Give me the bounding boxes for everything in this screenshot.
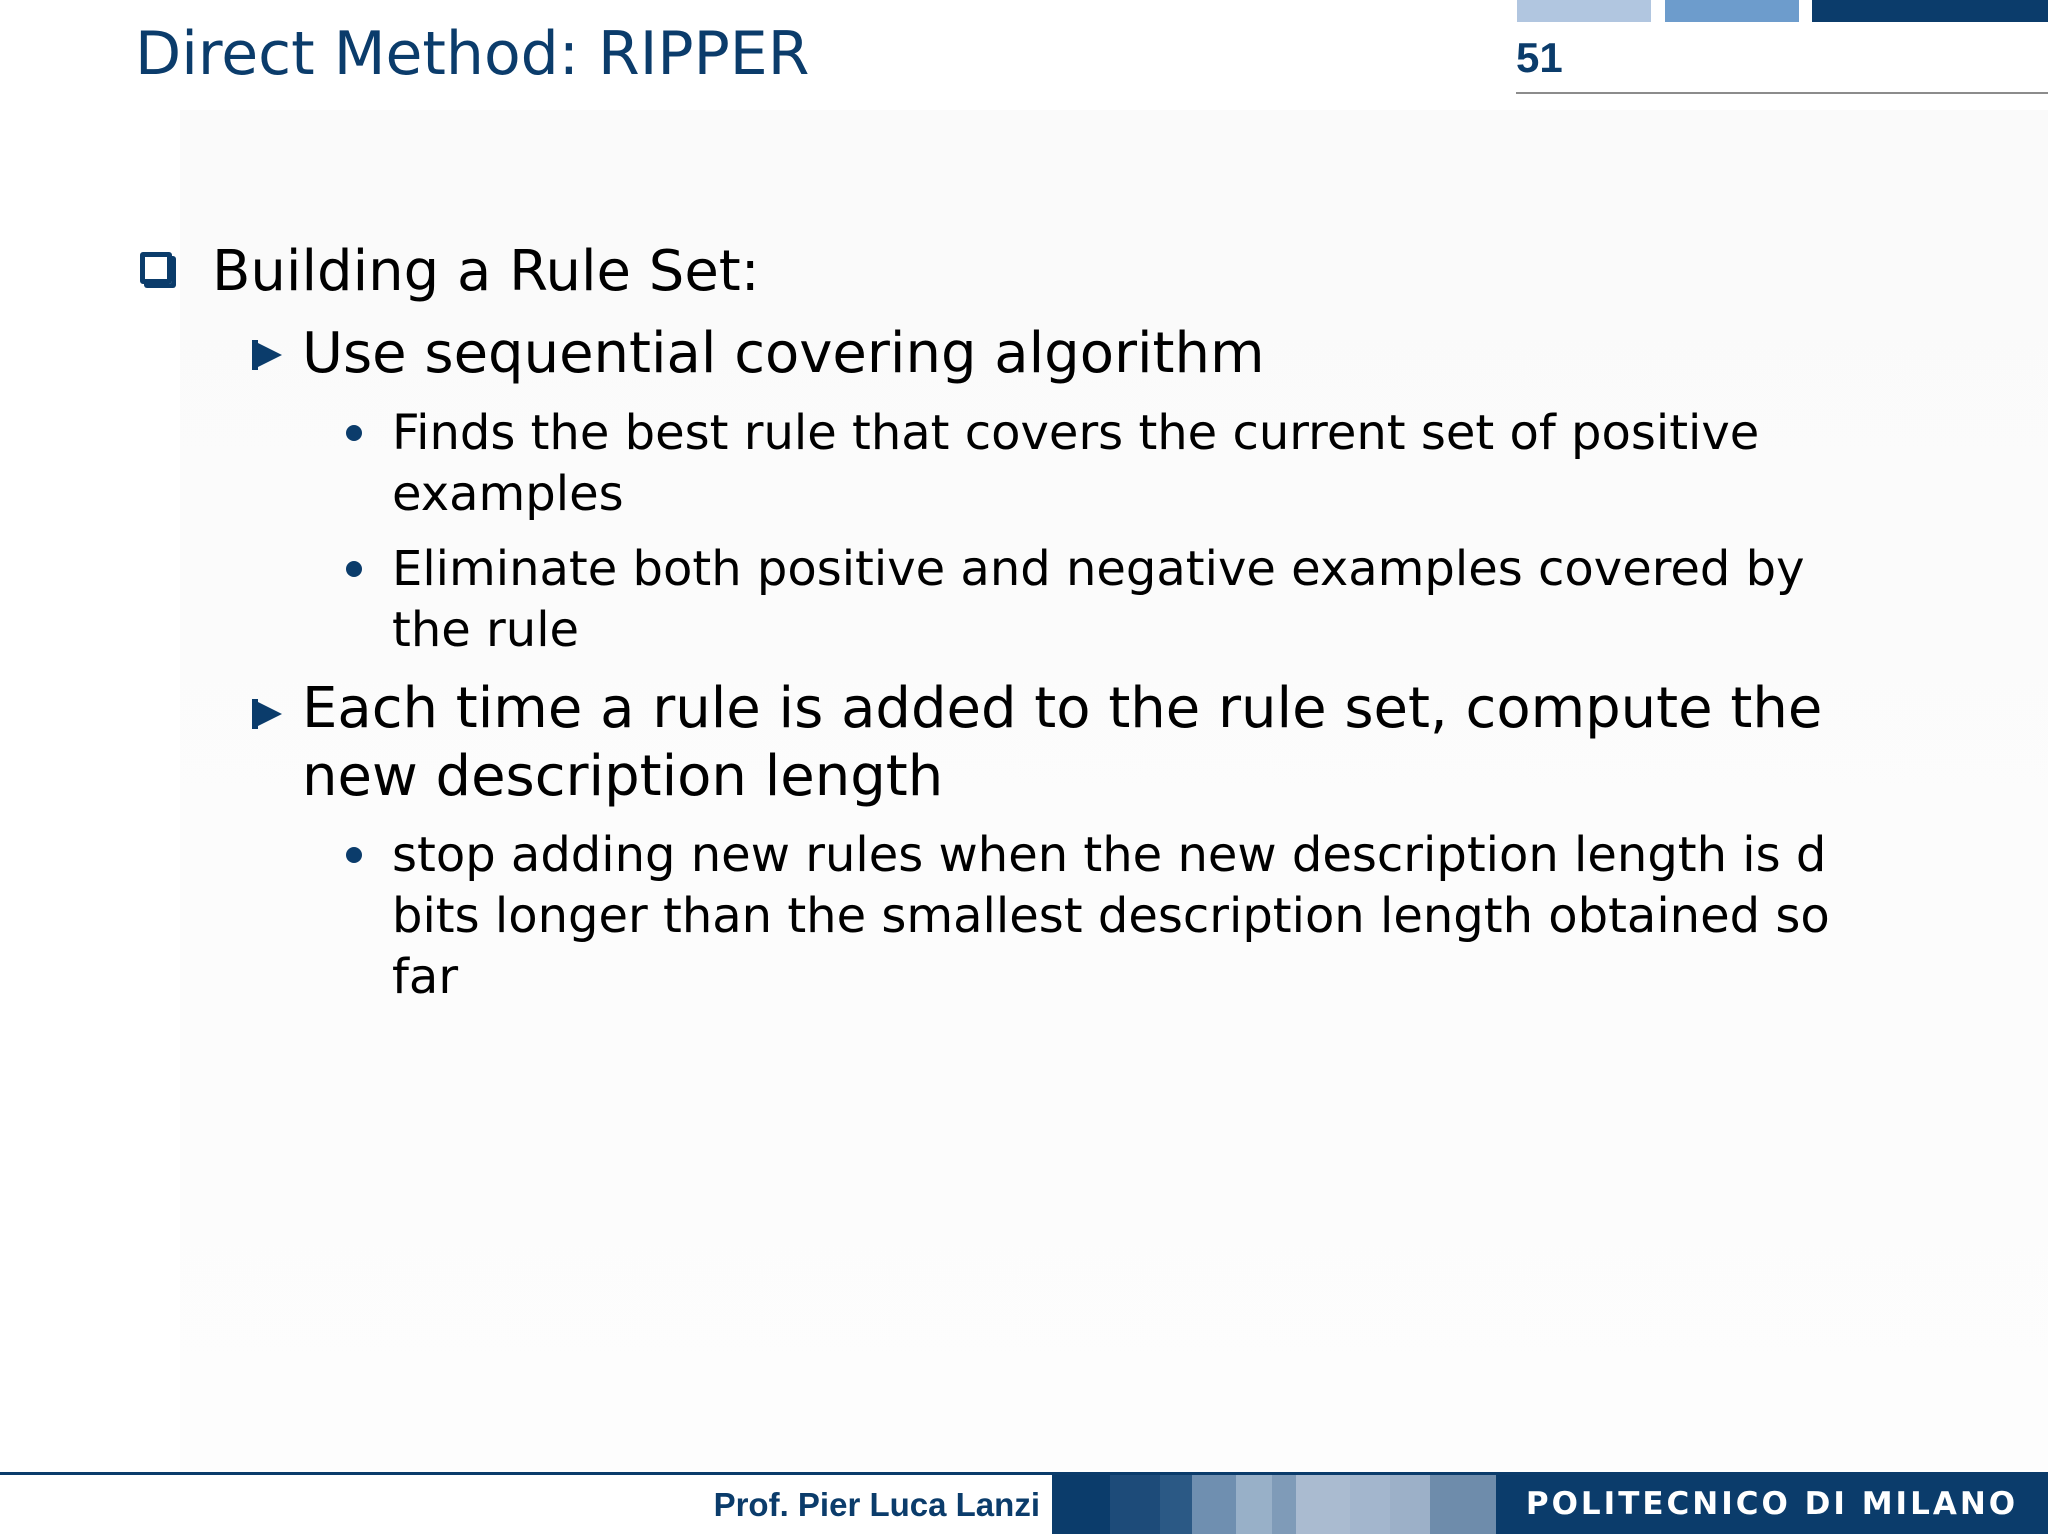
bullet-dot-icon: [346, 425, 362, 441]
bullet-level3-text: stop adding new rules when the new description length is d: [392, 827, 1827, 883]
arrow-right-icon: [252, 699, 282, 729]
bullet-dot-icon: [346, 847, 362, 863]
bullet-level3-text: Finds the best rule that covers the current set of positive: [392, 405, 1760, 461]
footer-author: Prof. Pier Luca Lanzi: [713, 1486, 1040, 1523]
arrow-right-icon: [252, 340, 282, 370]
bullet-level2-text: Each time a rule is added to the rule set, compute the: [302, 676, 1823, 741]
slide-number: 51: [1516, 34, 1563, 81]
bullet-level2-text: Use sequential covering algorithm: [302, 321, 1265, 386]
header-bar-light: [1517, 0, 1651, 22]
bullet-level1-text: Building a Rule Set:: [212, 239, 760, 304]
bullet-level3-text: Eliminate both positive and negative examples covered by: [392, 541, 1805, 597]
checkbox-square-icon: [140, 252, 172, 284]
bullet-level3-text-cont: examples: [392, 466, 624, 522]
header-divider: [1516, 92, 2048, 94]
slide-title: Direct Method: RIPPER: [135, 19, 810, 89]
header-bar-dark: [1812, 0, 2048, 22]
institution-logo: POLITECNICO DI MILANO: [1496, 1475, 2048, 1534]
bullet-level3-text-cont: far: [392, 949, 459, 1005]
header-bar-mid: [1665, 0, 1799, 22]
bullet-level2-text-cont: new description length: [302, 744, 944, 809]
bullet-level3-text-cont: bits longer than the smallest description length obtained so: [392, 888, 1830, 944]
bullet-dot-icon: [346, 561, 362, 577]
bullet-level3-text-cont: the rule: [392, 602, 580, 658]
